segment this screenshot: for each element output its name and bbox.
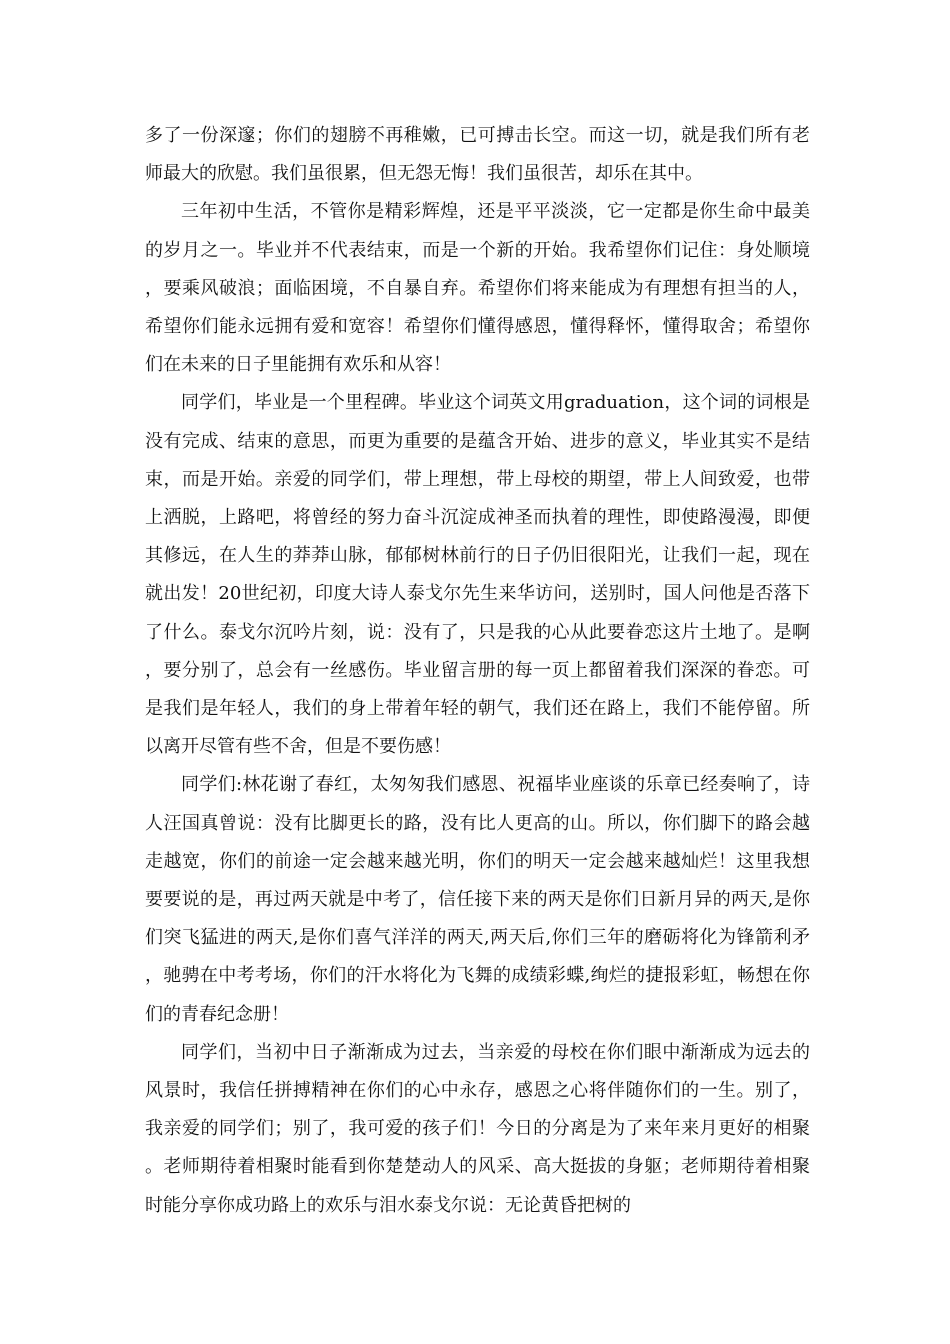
paragraph-3: 同学们，毕业是一个里程碑。毕业这个词英文用graduation，这个词的词根是没有完成、结束的意思，而更为重要的是蕴含开始、进步的意义，毕业其实不是结束，而是开始。亲爱的同学们，带上理想，带上母校的期望，带上人间致爱，也带上洒脱，上路吧，将曾经的努力奋斗沉淀成神圣而执着的理性，即使路漫漫，即便其修远，在人生的莽莽山脉，郁郁树林前行的日子仍旧很阳光，让我们一起，现在就出发！20世纪初，印度大诗人泰戈尔先生来华访问，送别时，国人问他是否落下了什么。泰戈尔沉吟片刻，说：没有了，只是我的心从此要眷恋这片土地了。是啊，要分别了，总会有一丝感伤。毕业留言册的每一页上都留着我们深深的眷恋。可是我们是年轻人，我们的身上带着年轻的朝气，我们还在路上，我们不能停留。所以离开尽管有些不舍，但是不要伤感！ xyxy=(145,392,810,758)
paragraph-4: 同学们:林花谢了春红，太匆匆我们感恩、祝福毕业座谈的乐章已经奏响了，诗人汪国真曾说：没有比脚更长的路，没有比人更高的山。所以，你们脚下的路会越走越宽，你们的前途一定会越来越光明，你们的明天一定会越来越灿烂！这里我想要要说的是，再过两天就是中考了，信任接下来的两天是你们日新月异的两天,是你们突飞猛进的两天,是你们喜气洋洋的两天,两天后,你们三年的磨砺将化为锋箭利矛，驰骋在中考考场，你们的汗水将化为飞舞的成绩彩蝶,绚烂的捷报彩虹，畅想在你们的青春纪念册！ xyxy=(145,774,810,1025)
paragraph-2: 三年初中生活，不管你是精彩辉煌，还是平平淡淡，它一定都是你生命中最美的岁月之一。毕业并不代表结束，而是一个新的开始。我希望你们记住：身处顺境，要乘风破浪；面临困境，不自暴自弃。希望你们将来能成为有理想有担当的人，希望你们能永远拥有爱和宽容！希望你们懂得感恩，懂得释怀，懂得取舍；希望你们在未来的日子里能拥有欢乐和从容！ xyxy=(145,201,810,376)
paragraph-5: 同学们，当初中日子渐渐成为过去，当亲爱的母校在你们眼中渐渐成为远去的风景时，我信任拼搏精神在你们的心中永存，感恩之心将伴随你们的一生。别了，我亲爱的同学们；别了，我可爱的孩子们！今日的分离是为了来年来月更好的相聚。老师期待着相聚时能看到你楚楚动人的风采、高大挺拔的身躯；老师期待着相聚时能分享你成功路上的欢乐与泪水泰戈尔说：无论黄昏把树的 xyxy=(145,1041,810,1216)
document-page xyxy=(145,117,810,1225)
paragraph-1: 多了一份深邃；你们的翅膀不再稚嫩，已可搏击长空。而这一切，就是我们所有老师最大的欣慰。我们虽很累，但无怨无悔！我们虽很苦，却乐在其中。 xyxy=(145,125,810,185)
